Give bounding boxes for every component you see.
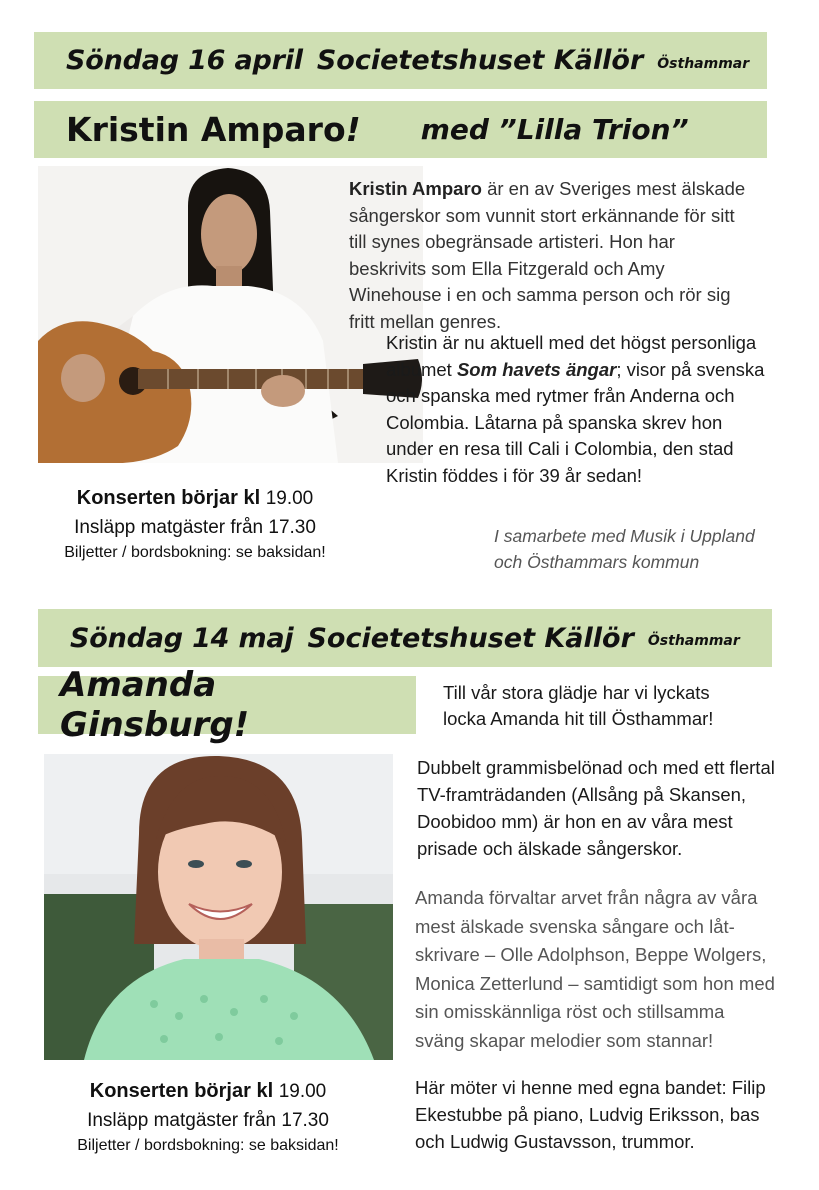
event2-p2-text: Amanda förvaltar arvet från några av våra mest älskade svenska sångare och låt-skrivare – Olle Adolphson, Beppe Wolgers, Monica Zetterlund – samtidigt som hon med sin omisskännliga röst och stillsamma sväng skapar melodier som stannar!	[415, 887, 775, 1051]
event2-paragraph-2	[415, 884, 777, 1055]
event1-with: med ”Lilla Trion”	[420, 113, 689, 146]
event2-paragraph-3	[415, 1074, 777, 1155]
event1-bio	[349, 176, 749, 335]
event1-album-desc: ; visor på svenska och spanska med rytmer från Anderna och Colombia. Låtarna på spanska skrev hon under en resa till Cali i Colombia, den stad Kristin föddes i för 39 år sedan!	[386, 358, 765, 486]
event2-tickets: Biljetter / bordsbokning: se baksidan!	[77, 1137, 339, 1154]
event1-town: Östhammar	[657, 55, 750, 72]
event2-intro-line2: locka Amanda hit till Östhammar!	[443, 708, 714, 729]
singer-illustration	[44, 754, 393, 1060]
event1-inslapp: Insläpp matgäster från 17.30	[74, 517, 316, 538]
event1-start	[40, 483, 350, 514]
event1-bio-text: är en av Sveriges mest älskade sångerskor som vunnit stort erkännande för sitt till synes obegränsade artisteri. Hon har beskrivits som Ella Fitzgerald och Amy Winehouse i en och samma person och rör sig fritt mellan genres.	[349, 178, 746, 332]
event2-town: Östhammar	[647, 633, 740, 649]
event1-partner-line1: I samarbete med Musik i Uppland	[494, 526, 755, 546]
event1-date-banner	[34, 32, 767, 89]
event1-partner-note	[494, 523, 794, 575]
event2-intro	[443, 680, 783, 732]
event2-venue: Societetshuset Källör	[307, 622, 634, 654]
event1-bio-name: Kristin Amparo	[349, 178, 482, 199]
event2-start-time: 19.00	[278, 1081, 327, 1102]
event1-album-title: Som havets ängar	[456, 358, 617, 380]
event2-intro-line1: Till vår stora glädje har vi lyckats	[443, 682, 710, 703]
event1-tickets: Biljetter / bordsbokning: se baksidan!	[64, 544, 326, 561]
event1-artist: Kristin Amparo	[66, 110, 346, 149]
event1-artist-bang: !	[345, 110, 361, 149]
event1-partner-line2: och Östhammars kommun	[494, 552, 700, 572]
event2-concert-info	[48, 1076, 368, 1158]
event1-date: Söndag 16 april	[66, 45, 303, 76]
event1-venue: Societetshuset Källör	[316, 45, 644, 76]
event2-p1-text: Dubbelt grammisbelönad och med ett flertal TV-framträdanden (Allsång på Skansen, Doobidoo mm) är hon en av våra mest prisade och älskade sångerskor.	[417, 757, 775, 859]
event2-inslapp: Insläpp matgäster från 17.30	[87, 1110, 329, 1131]
event1-start-time: 19.00	[265, 488, 314, 509]
event2-start-label: Konserten börjar kl	[89, 1080, 279, 1102]
event2-p3-text: Här möter vi henne med egna bandet: Filip Ekestubbe på piano, Ludvig Eriksson, bas och Ludwig Gustavsson, trummor.	[415, 1077, 766, 1152]
event1-concert-info	[40, 483, 350, 565]
event2-date: Söndag 14 maj	[70, 622, 294, 654]
event2-title-banner	[38, 665, 416, 745]
event2-date-banner	[38, 609, 772, 667]
event1-title-banner	[34, 101, 767, 158]
event1-start-label: Konserten börjar kl	[76, 487, 266, 509]
event2-artist-photo	[44, 754, 393, 1060]
event2-paragraph-1	[417, 754, 777, 862]
event1-album-intro: Kristin är nu aktuell med det högst personliga albumet	[386, 332, 757, 380]
event2-artist: Amanda Ginsburg!	[60, 665, 250, 745]
event2-start	[48, 1076, 368, 1107]
event1-album-text-1	[386, 330, 766, 489]
